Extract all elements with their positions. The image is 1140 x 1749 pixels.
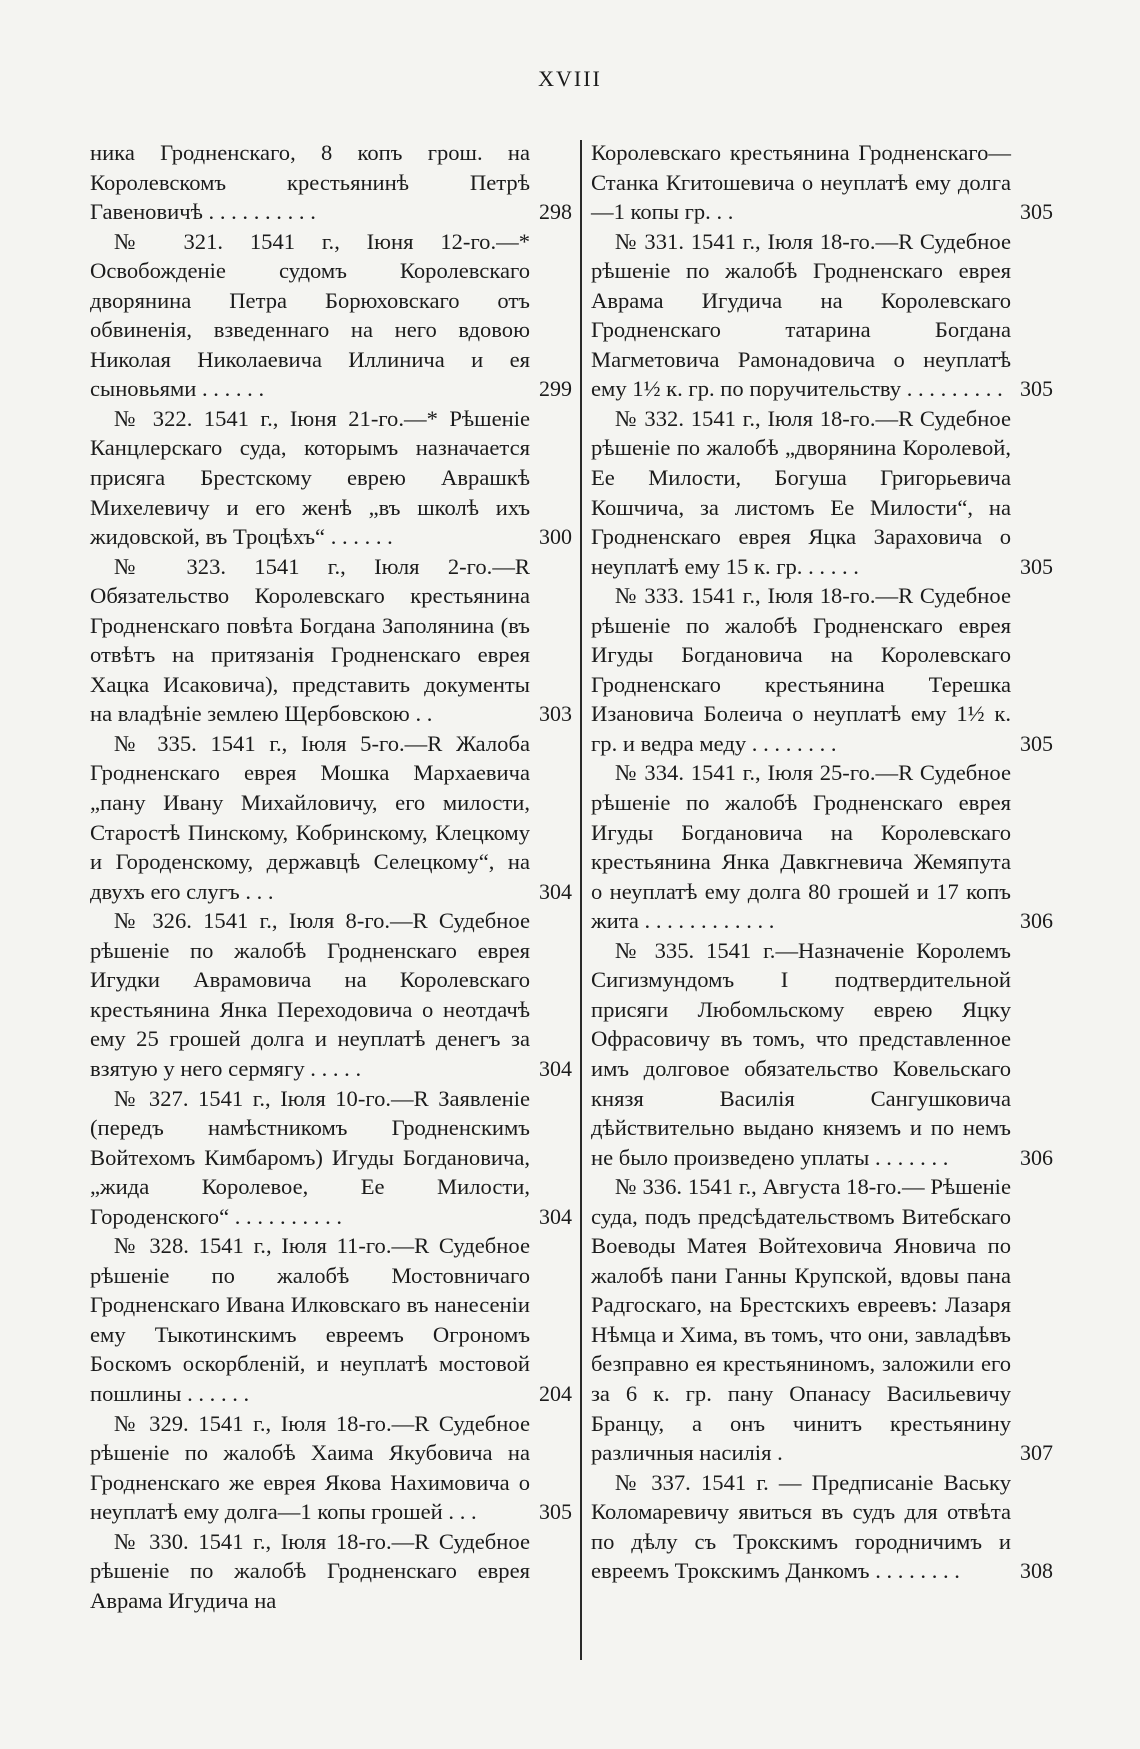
toc-entry-text: № 329. 1541 г., Іюля 18-го.—R Судебное рѣшеніе по жалобѣ Хаима Якубовича на Гродненскаго же еврея Якова Нахимовича о неуплатѣ ему долга—1 копы грошей . . . — [90, 1410, 530, 1525]
toc-page-number: 308 — [1020, 1558, 1053, 1584]
toc-entry-text: № 336. 1541 г., Августа 18-го.— Рѣшеніе суда, подъ предсѣдательствомъ Витебскаго Воеводы Матея Войтеховича Яновича по жалобѣ пани Ганны Крупской, вдовы пана Радгоскаго, на Брестскихъ евреевъ: Лазаря Нѣмца и Хима, въ томъ, что они, завладѣвъ безправно ея крестьяниномъ, заложили его за 6 к. гр. пану Опанасу Васильевичу Бранцу, а онъ чинитъ крестьянину различныя насилія . — [591, 1174, 1011, 1466]
toc-page-number: 307 — [1020, 1440, 1053, 1466]
toc-page-number: 304 — [539, 1055, 572, 1081]
toc-entry-text: № 326. 1541 г., Іюля 8-го.—R Судебное рѣшеніе по жалобѣ Гродненскаго еврея Игудки Аврамовича на Королевскаго крестьянина Янка Переходовича о неотдачѣ ему 25 грошей долга и неуплатѣ денегъ за взятую у него сермягу . . . . . — [90, 908, 530, 1081]
column-divider — [580, 140, 582, 1660]
toc-entry — [591, 936, 1053, 1172]
toc-entry-text: № 327. 1541 г., Іюля 10-го.—R Заявленіе (передъ намѣстникомъ Гродненскимъ Войтехомъ Кимбаромъ) Игуды Богдановича, „жида Королевое, Ее Милости, Городенского“ . . . . . . . . . . — [90, 1085, 530, 1229]
toc-page-number: 305 — [539, 1499, 572, 1525]
toc-entry-text: № 332. 1541 г., Іюля 18-го.—R Судебное рѣшеніе по жалобѣ „дворянина Королевой, Ее Милости, Богуша Григорьевича Кошчича, за листомъ Ее Милости“, на Гродненскаго еврея Яцка Зараховича о неуплатѣ ему 15 к. гр. . . . . . — [591, 405, 1011, 579]
toc-page-number: 304 — [539, 1203, 572, 1229]
toc-page-number: 305 — [1020, 199, 1053, 225]
toc-entry — [591, 404, 1053, 581]
toc-entry-text: № 321. 1541 г., Іюня 12-го.—* Освобожденіе судомъ Королевскаго дворянина Петра Борюховскаго отъ обвиненія, взведеннаго на него вдовою Николая Николаевича Иллинича и ея сыновьями . . . . . . — [90, 228, 530, 402]
toc-page-number: 305 — [1020, 730, 1053, 756]
page-number-header: XVIII — [538, 66, 602, 91]
toc-entry — [90, 729, 572, 906]
toc-entry-text: № 337. 1541 г. — Предписаніе Ваську Коломаревичу явиться въ судъ для отвѣта по дѣлу съ Трокскимъ городничимъ и евреемъ Трокскимъ Данкомъ . . . . . . . . — [591, 1469, 1011, 1584]
toc-entry — [90, 404, 572, 552]
toc-entry — [90, 1527, 530, 1616]
toc-page-number: 298 — [539, 199, 572, 225]
toc-entry-text: № 331. 1541 г., Іюля 18-го.—R Судебное рѣшеніе по жалобѣ Гродненскаго еврея Аврама Игудича на Королевскаго Гродненскаго татарина Богдана Магметовича Рамонадовича о неуплатѣ ему 1½ к. гр. по поручительству . . . . . . . . . — [591, 228, 1011, 402]
left-column — [90, 138, 570, 1615]
toc-entry-text: № 323. 1541 г., Іюля 2-го.—R Обязательство Королевскаго крестьянина Гродненскаго повѣта Богдана Заполянина (въ отвѣтъ на притязанія Гродненскаго еврея Хацка Исаковича), представить документы на владѣніе землею Щербовскою . . — [90, 553, 530, 727]
right-column — [591, 138, 1051, 1586]
toc-page-number: 305 — [1020, 376, 1053, 402]
toc-page-number: 303 — [539, 701, 572, 727]
toc-page-number: 300 — [539, 524, 572, 550]
toc-entry-text: № 334. 1541 г., Іюля 25-го.—R Судебное рѣшеніе по жалобѣ Гродненскаго еврея Игуды Богдановича на Королевскаго крестьянина Янка Давкгневича Жемяпута о неуплатѣ ему долга 80 грошей и 17 копъ жита . . . . . . . . . . . . — [591, 760, 1011, 934]
toc-entry — [90, 1231, 572, 1408]
toc-entry — [90, 1409, 572, 1527]
toc-entry-text: № 322. 1541 г., Іюня 21-го.—* Рѣшеніе Канцлерскаго суда, которымъ назначается присяга Брестскому еврею Аврашкѣ Михелевичу и его женѣ „въ школѣ ихъ жидовской, въ Троцѣхъ“ . . . . . . — [90, 405, 530, 550]
toc-entry — [591, 581, 1053, 758]
toc-entry — [90, 138, 572, 227]
toc-entry — [591, 758, 1053, 935]
toc-entry — [90, 906, 572, 1083]
toc-entry — [591, 138, 1053, 227]
toc-entry-text: № 335. 1541 г., Іюля 5-го.—R Жалоба Гродненскаго еврея Мошка Мархаевича „пану Ивану Михайловичу, его милости, Старостѣ Пинскому, Кобринскому, Клецкому и Городенскому, державцѣ Селецкому“, на двухъ его слугъ . . . — [90, 730, 530, 904]
toc-entry-text: № 333. 1541 г., Іюля 18-го.—R Судебное рѣшеніе по жалобѣ Гродненскаго еврея Игуды Богдановича на Королевскаго Гродненскаго крестьянина Терешка Изановича Болеича о неуплатѣ ему 1½ к. гр. и ведра меду . . . . . . . . — [591, 583, 1011, 756]
toc-page-number: 305 — [1020, 553, 1053, 579]
toc-entry — [90, 1084, 572, 1232]
toc-entry — [90, 227, 572, 404]
toc-entry-text: ника Гродненскаго, 8 копъ грош. на Королевскомъ крестьянинѣ Петрѣ Гавеновичѣ . . . . . . . . . . — [90, 140, 530, 225]
toc-page-number: 204 — [539, 1380, 572, 1406]
toc-page-number: 299 — [539, 376, 572, 402]
toc-entry-text: № 328. 1541 г., Іюля 11-го.—R Судебное рѣшеніе по жалобѣ Мостовничаго Гродненскаго Ивана Илковскаго въ нанесеніи ему Тыкотинскимъ евреемъ Огрономъ Боскомъ оскорбленій, и неуплатѣ мостовой пошлины . . . . . . — [90, 1233, 530, 1406]
toc-entry-text: № 335. 1541 г.—Назначеніе Королемъ Сигизмундомъ I подтвердительной присяги Любомльскому еврею Яцку Офрасовичу въ томъ, что представленное имъ долговое обязательство Ковельскаго князя Василія Сангушковича дѣйствительно выдано княземъ и по немъ не было произведено уплаты . . . . . . . — [591, 937, 1011, 1170]
toc-entry — [90, 552, 572, 729]
toc-entry — [591, 1468, 1053, 1586]
toc-page-number: 306 — [1020, 1144, 1053, 1170]
toc-page-number: 304 — [539, 878, 572, 904]
toc-page-number: 306 — [1020, 908, 1053, 934]
toc-entry — [591, 1172, 1053, 1467]
toc-entry-text: № 330. 1541 г., Іюля 18-го.—R Судебное рѣшеніе по жалобѣ Гродненскаго еврея Аврама Игудича на — [90, 1528, 530, 1613]
toc-entry — [591, 227, 1053, 404]
toc-entry-text: Королевскаго крестьянина Гродненскаго—Станка Кгитошевича о неуплатѣ ему долга—1 копы гр. . . — [591, 140, 1011, 225]
